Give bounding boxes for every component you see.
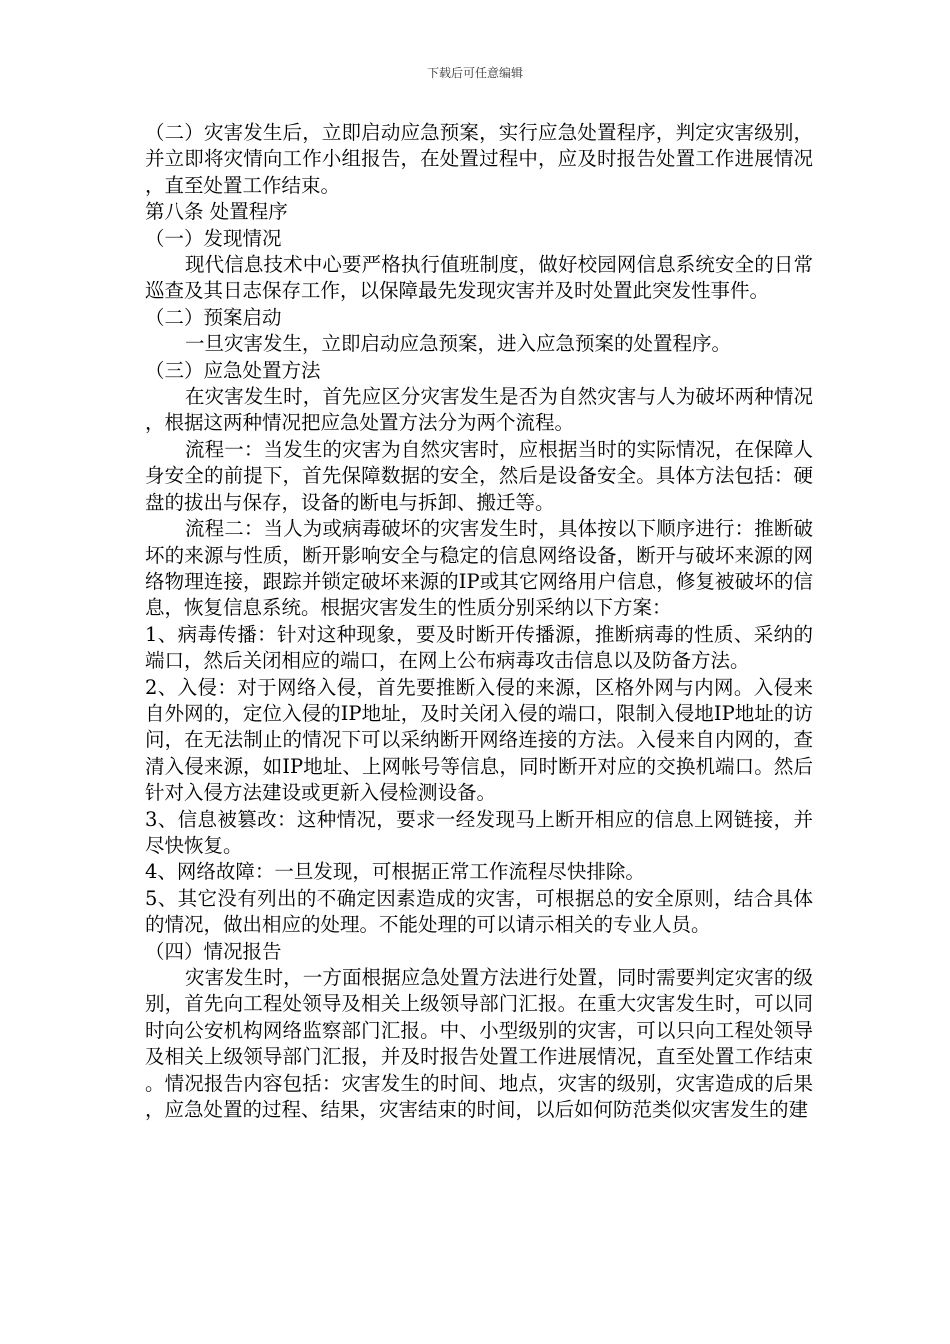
paragraph-methods-intro: 在灾害发生时，首先应区分灾害发生是否为自然灾害与人为破坏两种情况，根据这两种情况把应急处置方法分为两个流程。 [145, 385, 813, 435]
list-item-other: 5、其它没有列出的不确定因素造成的灾害，可根据总的安全原则，结合具体的情况，做出相应的处理。不能处理的可以请示相关的专业人员。 [145, 886, 813, 937]
list-item-intrusion: 2、入侵：对于网络入侵，首先要推断入侵的来源，区格外网与内网。入侵来自外网的，定位入侵的IP地址，及时关闭入侵的端口，限制入侵地IP地址的访问，在无法制止的情况下可以采纳断开网络连接的方法。入侵来自内网的，查清入侵来源，如IP地址、上网帐号等信息，同时断开对应的交换机端口。然后针对入侵方法建设或更新入侵检测设备。 [145, 675, 813, 805]
paragraph-activation: 一旦灾害发生，立即启动应急预案，进入应急预案的处置程序。 [185, 332, 732, 356]
section-discovery-heading: （一）发现情况 [145, 226, 282, 250]
article-8-heading: 第八条 处置程序 [145, 200, 288, 224]
paragraph-process-one: 流程一：当发生的灾害为自然灾害时，应根据当时的实际情况，在保障人身安全的前提下，首先保障数据的安全，然后是设备安全。具体方法包括：硬盘的拔出与保存，设备的断电与拆卸、搬迁等。 [145, 437, 813, 514]
paragraph-report: 灾害发生时，一方面根据应急处置方法进行处置，同时需要判定灾害的级别，首先向工程处领导及相关上级领导部门汇报。在重大灾害发生时，可以同时向公安机构网络监察部门汇报。中、小型级别的灾害，可以只向工程处领导及相关上级领导部门汇报，并及时报告处置工作进展情况，直至处置工作结束。情况报告内容包括：灾害发生的时间、地点，灾害的级别，灾害造成的后果，应急处置的过程、结果，灾害结束的时间，以后如何防范类似灾害发生的建 [145, 966, 813, 1122]
list-item-network-fault: 4、网络故障：一旦发现，可根据正常工作流程尽快排除。 [145, 860, 645, 884]
page-header: 下载后可任意编辑 [426, 66, 523, 80]
paragraph-process-two: 流程二：当人为或病毒破坏的灾害发生时，具体按以下顺序进行：推断破坏的来源与性质，断开影响安全与稳定的信息网络设备，断开与破坏来源的网络物理连接，跟踪并锁定破坏来源的IP或其它网络用户信息，修复被破坏的信息，恢复信息系统。根据灾害发生的性质分别采纳以下方案： [145, 517, 813, 620]
list-item-tampering: 3、信息被篡改：这种情况，要求一经发现马上断开相应的信息上网链接，并尽快恢复。 [145, 807, 813, 857]
document-body [145, 120, 813, 1123]
section-report-heading: （四）情况报告 [145, 939, 282, 963]
section-activation-heading: （二）预案启动 [145, 305, 282, 329]
paragraph-discovery: 现代信息技术中心要严格执行值班制度，做好校园网信息系统安全的日常巡查及其日志保存工作，以保障最先发现灾害并及时处置此突发性事件。 [145, 253, 813, 303]
paragraph-disaster-response: （二）灾害发生后，立即启动应急预案，实行应急处置程序，判定灾害级别，并立即将灾情向工作小组报告，在处置过程中，应及时报告处置工作进展情况，直至处置工作结束。 [145, 121, 813, 197]
section-methods-heading: （三）应急处置方法 [145, 358, 321, 382]
list-item-virus: 1、病毒传播：针对这种现象，要及时断开传播源，推断病毒的性质、采纳的端口，然后关闭相应的端口，在网上公布病毒攻击信息以及防备方法。 [145, 622, 813, 673]
